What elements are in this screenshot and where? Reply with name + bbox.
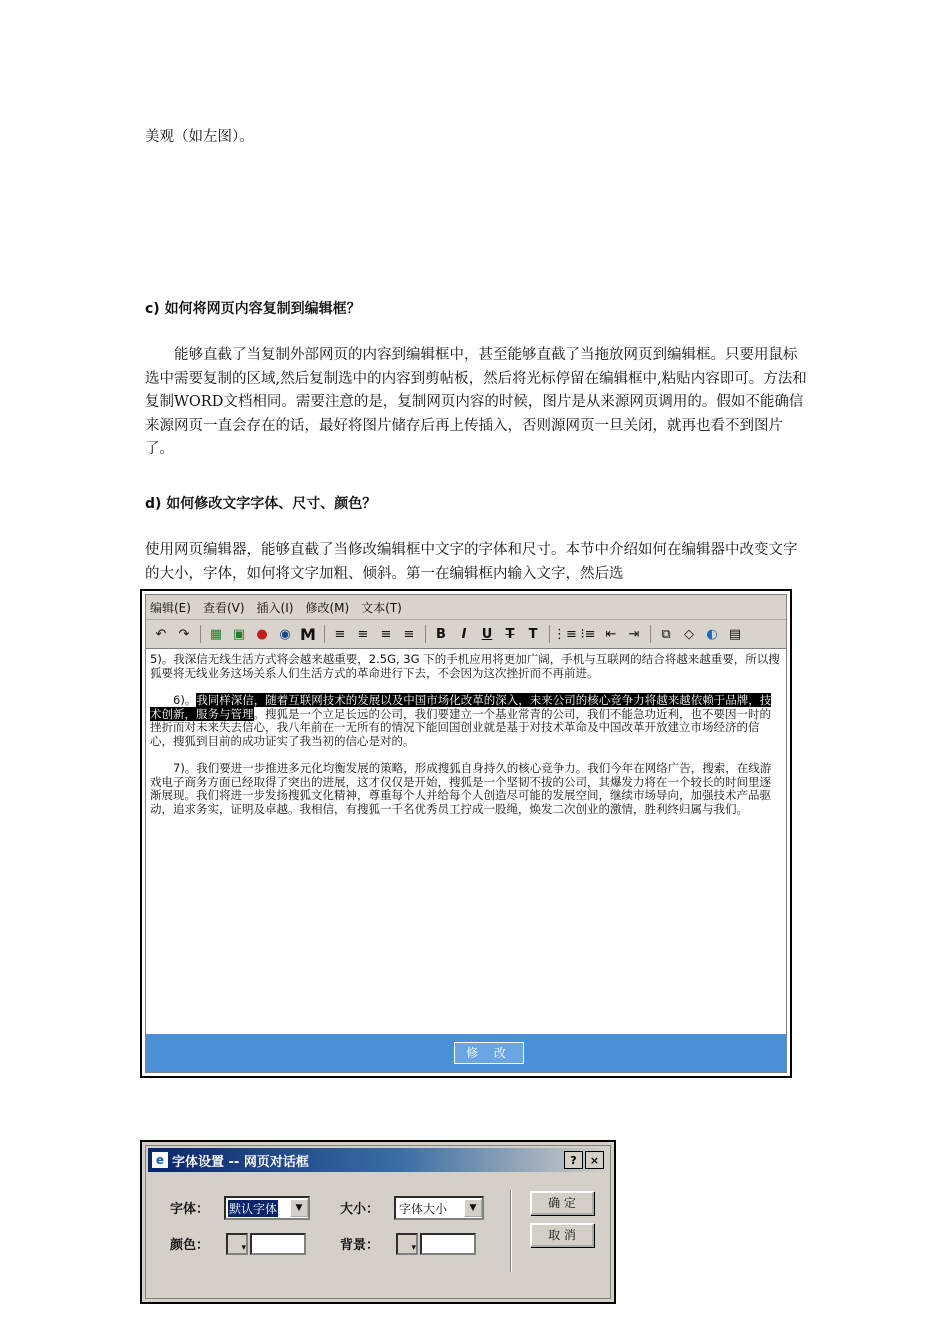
flash-icon[interactable]: ● — [256, 626, 268, 642]
grid-icon[interactable]: ▤ — [728, 626, 742, 642]
color-picker-button[interactable] — [226, 1233, 248, 1255]
dialog-title: 字体设置 -- 网页对话框 — [172, 1154, 309, 1170]
align-center-icon[interactable]: ≡ — [357, 626, 369, 642]
paragraph-c: 能够直截了当复制外部网页的内容到编辑框中，甚至能够直截了当拖放网页到编辑框。只要用鼠标选中需要复制的区域,然后复制选中的内容到剪帖板，然后将光标停留在编辑框中,粘贴内容即可。方法和复制WORD文档相同。需要注意的是，复制网页内容的时候，图片是从来源网页调用的。假如不能确信来源网页一直会存在的话，最好将图片储存后再上传插入，否则源网页一旦关闭，就再也看不到图片了。 — [145, 347, 807, 457]
content-paragraph: 5)。我深信无线生活方式将会越来越重要，2.5G, 3G 下的手机应用将更加广阔，手机与互联网的结合将越来越重要，所以搜狐要将无线业务这场关系人们生活方式的革命进行下去，不会因为这次挫折而不再前进。 — [150, 652, 780, 680]
chevron-down-icon: ▾ — [241, 1243, 246, 1253]
image-icon[interactable]: ▣ — [232, 626, 246, 642]
font-select[interactable] — [224, 1196, 310, 1220]
justify-icon[interactable]: ≡ — [403, 626, 415, 642]
chevron-down-icon: ▼ — [464, 1199, 482, 1217]
bg-label: 背景： — [340, 1238, 380, 1253]
editor-content[interactable] — [148, 651, 784, 1045]
underline-icon[interactable]: U — [481, 626, 493, 642]
modify-button[interactable]: 修 改 — [454, 1042, 524, 1064]
bold-icon[interactable]: B — [436, 626, 446, 642]
toolbar-separator — [650, 625, 651, 643]
ok-button[interactable]: 确 定 — [530, 1191, 594, 1215]
dialog-titlebar — [148, 1148, 608, 1172]
help-button[interactable]: ? — [564, 1151, 583, 1169]
selected-text: 我同样深信，随着互联网技术的发展以及中国市场化改革的深入，未来公司的核心竞争力将越来越依赖于品牌，技术创新，服务与管理 — [150, 693, 772, 721]
heading-c: c) 如何将网页内容复制到编辑框？ — [145, 301, 361, 317]
indent-icon[interactable]: ⇥ — [628, 626, 640, 642]
close-button[interactable]: × — [585, 1151, 604, 1169]
color-input[interactable] — [250, 1233, 306, 1255]
toolbar-separator — [425, 625, 426, 643]
source-icon[interactable]: ◇ — [684, 626, 694, 642]
doc-line: 美观（如左图）。 — [145, 129, 254, 145]
font-dialog — [140, 1140, 616, 1304]
align-right-icon[interactable]: ≡ — [380, 626, 392, 642]
ie-icon: e — [152, 1152, 168, 1168]
toolbar-separator — [549, 625, 550, 643]
link-icon[interactable]: ⧉ — [661, 626, 671, 642]
menu-item[interactable]: 修改(M) — [305, 600, 350, 615]
font-icon[interactable]: T — [528, 626, 538, 642]
table-icon[interactable]: ▦ — [209, 626, 223, 642]
color-label: 颜色： — [170, 1238, 210, 1253]
font-select-value: 默认字体 — [229, 1201, 278, 1216]
outdent-icon[interactable]: ⇤ — [605, 626, 617, 642]
editor-footer — [146, 1034, 786, 1072]
font-label: 字体： — [170, 1202, 210, 1217]
content-paragraph: 7)。我们要进一步推进多元化均衡发展的策略，形成搜狐自身持久的核心竞争力。我们今年在网络广告，搜索，在线游戏电子商务方面已经取得了突出的进展，这才仅仅是开始，搜狐是一个坚韧不拔的公司，其爆发力将在一个较长的时间里逐渐展现。我们将进一步发扬搜狐文化精神，尊重每个人并给每个人创造尽可能的发展空间，继续市场导向，加强技术产品驱动，追求务实，证明及卓越。我相信，有搜狐一千名优秀员工拧成一股绳，焕发二次创业的激情，胜利终归属与我们。 — [150, 761, 772, 816]
divider — [510, 1190, 511, 1272]
bg-picker-button[interactable] — [396, 1233, 418, 1255]
globe-icon[interactable]: ◐ — [706, 626, 718, 642]
size-select-value: 字体大小 — [399, 1201, 448, 1216]
web-editor — [140, 589, 792, 1078]
ordered-list-icon[interactable]: ⋮≡ — [553, 626, 577, 642]
menu-item[interactable]: 查看(V) — [202, 600, 245, 615]
bg-input[interactable] — [420, 1233, 476, 1255]
size-label: 大小： — [340, 1202, 380, 1217]
toolbar-separator — [324, 625, 325, 643]
editor-menubar — [146, 595, 786, 620]
redo-icon[interactable]: ↷ — [178, 626, 190, 642]
editor-toolbar — [146, 620, 786, 649]
heading-d: d) 如何修改文字字体、尺寸、颜色？ — [145, 496, 377, 512]
unordered-list-icon[interactable]: ⁝≡ — [580, 626, 596, 642]
toolbar-separator — [200, 625, 201, 643]
undo-icon[interactable]: ↶ — [155, 626, 167, 642]
menu-item[interactable]: 编辑(E) — [150, 600, 191, 615]
menu-item[interactable]: 文本(T) — [361, 600, 402, 615]
menu-item[interactable]: 插入(I) — [256, 600, 294, 615]
content-paragraph: 6)。我同样深信，随着互联网技术的发展以及中国市场化改革的深入，未来公司的核心竞争力将越来越依赖于品牌，技术创新，服务与管理。搜狐是一个立足长远的公司，我们要建立一个基业常青的公司，我们不能急功近利，也不要因一时的挫折而对未来失去信心，我八年前在一无所有的情况下能回国创业就是基于对技术革命及中国改革开放建立市场经济的信心，搜狐到目前的成功证实了我当初的信心是对的。 — [150, 693, 772, 748]
marquee-icon[interactable]: M — [300, 624, 316, 644]
chevron-down-icon: ▾ — [411, 1243, 416, 1253]
strike-icon[interactable]: T — [505, 626, 515, 642]
size-select[interactable] — [394, 1196, 484, 1220]
align-left-icon[interactable]: ≡ — [334, 626, 346, 642]
media-icon[interactable]: ◉ — [279, 626, 291, 642]
cancel-button[interactable]: 取 消 — [530, 1223, 594, 1247]
paragraph-d: 使用网页编辑器，能够直截了当修改编辑框中文字的字体和尺寸。本节中介绍如何在编辑器中改变文字的大小，字体，如何将文字加粗、倾斜。第一在编辑框内输入文字，然后选 — [145, 542, 798, 582]
italic-icon[interactable]: I — [461, 626, 467, 642]
chevron-down-icon: ▼ — [290, 1199, 308, 1217]
